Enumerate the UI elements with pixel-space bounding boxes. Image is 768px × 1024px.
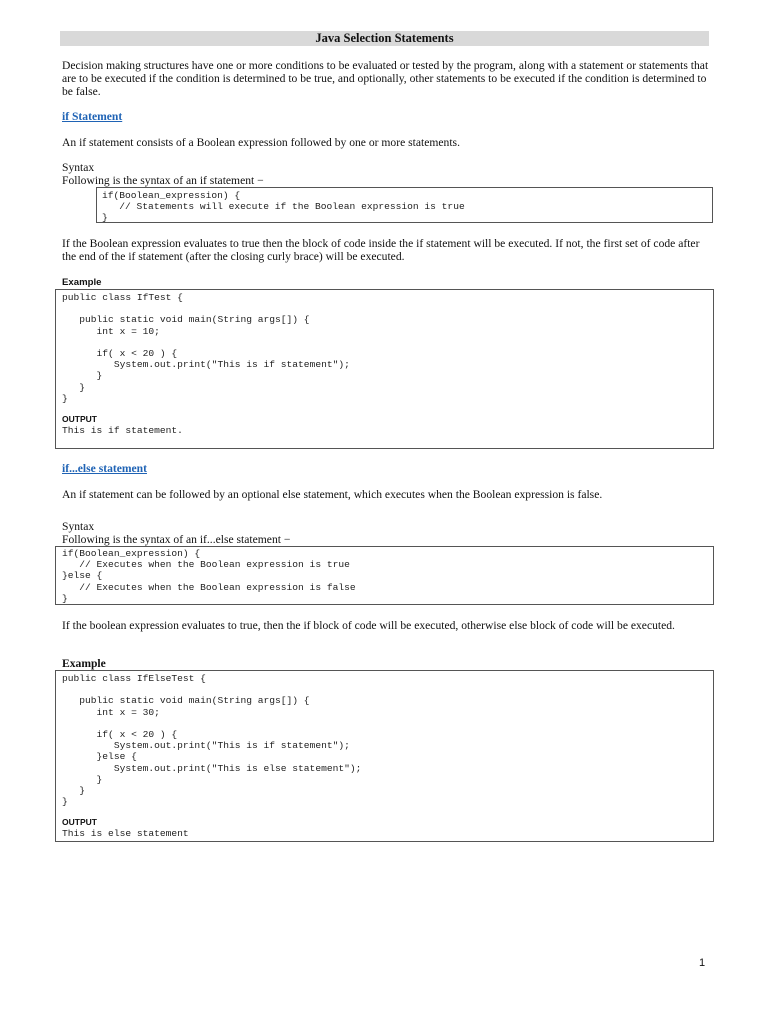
if-else-example-label: Example (62, 657, 106, 670)
if-else-syntax-intro: Following is the syntax of an if...else statement − (62, 533, 291, 546)
if-example-code: public class IfTest { public static void main(String args[]) { int x = 10; if( x < 20 ) { System.out.print("This is if statement"); } } } (62, 292, 350, 404)
if-else-syntax-code-box (55, 546, 714, 605)
if-else-example-code-box (55, 670, 714, 842)
page-number: 1 (699, 957, 706, 969)
if-example-label: Example (62, 277, 102, 288)
if-statement-heading: if Statement (62, 110, 123, 123)
if-syntax-label: Syntax (62, 161, 95, 174)
if-else-description: An if statement can be followed by an optional else statement, which executes when the Boolean expression is false. (62, 488, 603, 501)
if-else-output-text: This is else statement (62, 828, 189, 840)
if-output-text: This is if statement. (62, 425, 183, 437)
if-else-syntax-code: if(Boolean_expression) { // Executes when the Boolean expression is true }else { // Executes when the Boolean expression is false } (62, 548, 356, 604)
if-description: An if statement consists of a Boolean expression followed by one or more statements. (62, 136, 460, 149)
if-else-output-label: OUTPUT (62, 817, 97, 828)
if-output-label: OUTPUT (62, 414, 97, 425)
if-syntax-intro: Following is the syntax of an if statement − (62, 174, 264, 187)
page-title: Java Selection Statements (60, 31, 709, 46)
if-else-explanation: If the boolean expression evaluates to true, then the if block of code will be executed, otherwise else block of code will be executed. (62, 619, 675, 632)
if-syntax-code-box (96, 187, 713, 223)
if-syntax-code: if(Boolean_expression) { // Statements will execute if the Boolean expression is true } (102, 190, 465, 224)
if-explanation: If the Boolean expression evaluates to true then the block of code inside the if statement will be executed. If not, the first set of code after the end of the if statement (after the closing curly brace) will be executed. (62, 237, 700, 263)
if-example-code-box (55, 289, 714, 449)
if-else-heading: if...else statement (62, 462, 147, 475)
if-else-example-code: public class IfElseTest { public static void main(String args[]) { int x = 30; if( x < 20 ) { System.out.print("This is if statement"); }else { System.out.print("This is else statement"); } } } (62, 673, 362, 808)
intro-paragraph: Decision making structures have one or more conditions to be evaluated or tested by the program, along with a statement or statements that are to be executed if the condition is determined to be true, and optionally, other statements to be executed if the condition is determined to be false. (62, 59, 709, 98)
if-else-syntax-label: Syntax (62, 520, 95, 533)
